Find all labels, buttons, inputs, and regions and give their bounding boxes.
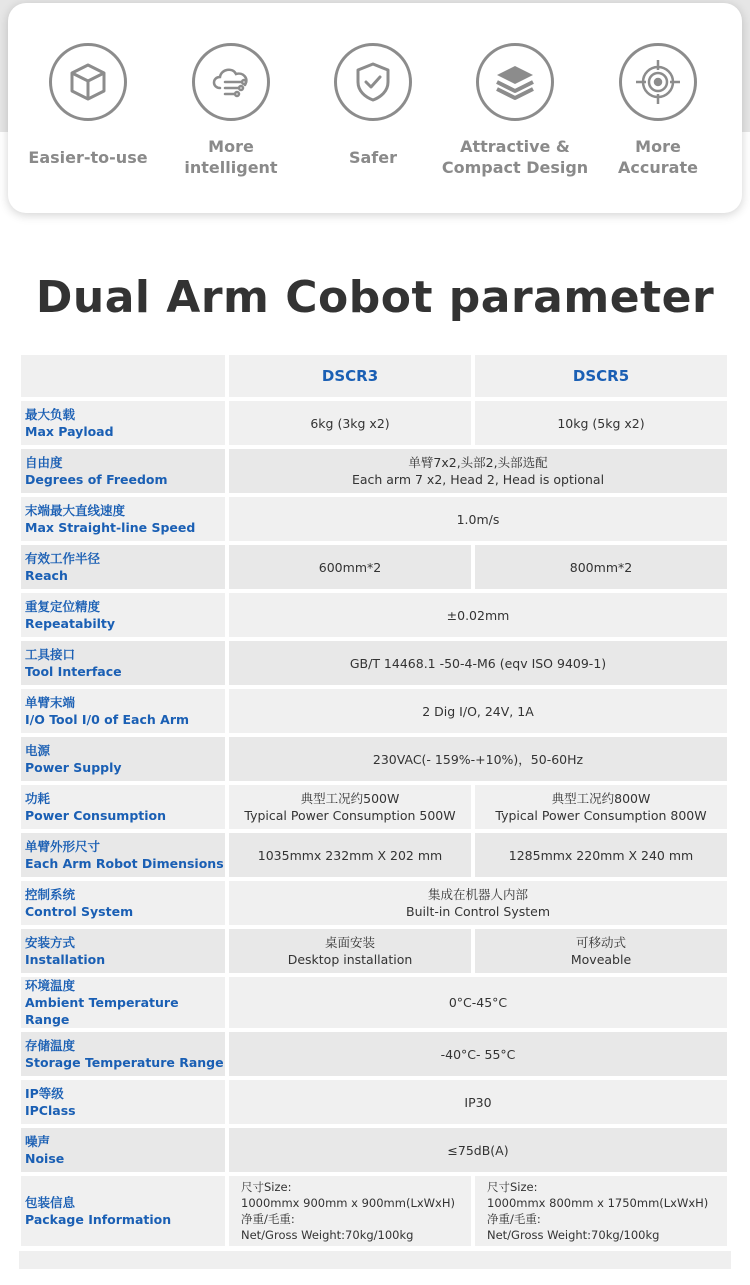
label-en: Degrees of Freedom bbox=[25, 472, 168, 487]
target-icon bbox=[619, 43, 697, 121]
row-label bbox=[21, 545, 225, 589]
label-zh: 自由度 bbox=[25, 455, 63, 470]
label-zh: 电源 bbox=[25, 743, 51, 758]
row-label bbox=[21, 689, 225, 733]
label-en: Repeatabilty bbox=[25, 616, 116, 631]
value-both: ≤75dB(A) bbox=[229, 1128, 727, 1172]
model-header-dscr3: DSCR3 bbox=[229, 355, 471, 397]
label-en: I/O Tool I/0 of Each Arm bbox=[25, 712, 190, 727]
value-dscr5: 1285mmx 220mm X 240 mm bbox=[475, 833, 727, 877]
value-dscr3 bbox=[229, 1176, 471, 1246]
row-label bbox=[21, 977, 225, 1028]
value-zh: 集成在机器人内部 bbox=[427, 887, 528, 902]
value-dscr3 bbox=[229, 929, 471, 973]
package-weight-label: 净重/毛重: bbox=[241, 1212, 295, 1226]
row-label bbox=[21, 497, 225, 541]
cloud-circuit-icon bbox=[192, 43, 270, 121]
value-en: Each arm 7 x2, Head 2, Head is optional bbox=[351, 472, 605, 487]
value-both: IP30 bbox=[229, 1080, 727, 1124]
row-label bbox=[21, 1032, 225, 1076]
value-en: Built-in Control System bbox=[406, 904, 550, 919]
value-both: -40°C- 55°C bbox=[229, 1032, 727, 1076]
label-en: Each Arm Robot Dimensions bbox=[25, 856, 224, 871]
value-dscr5 bbox=[475, 785, 727, 829]
value-dscr5: 800mm*2 bbox=[475, 545, 727, 589]
value-zh: 可移动式 bbox=[575, 935, 626, 950]
row-label bbox=[21, 833, 225, 877]
label-en: Control System bbox=[25, 904, 134, 919]
page-title: Dual Arm Cobot parameter bbox=[35, 272, 715, 323]
row-label bbox=[21, 785, 225, 829]
label-zh: 最大负载 bbox=[25, 407, 76, 422]
value-both: 2 Dig I/O, 24V, 1A bbox=[229, 689, 727, 733]
row-label bbox=[21, 881, 225, 925]
label-zh: 环境温度 bbox=[25, 978, 76, 993]
parameter-table bbox=[17, 351, 731, 1250]
package-size-value: 1000mmx 900mm x 900mm(LxWxH) bbox=[241, 1196, 455, 1210]
label-zh: 有效工作半径 bbox=[25, 551, 101, 566]
header-empty-cell bbox=[21, 355, 225, 397]
package-size-label: 尺寸Size: bbox=[487, 1180, 538, 1194]
value-dscr5 bbox=[475, 1176, 727, 1246]
feature-more-accurate bbox=[583, 43, 733, 179]
value-en: Desktop installation bbox=[287, 952, 413, 967]
label-en: Package Information bbox=[25, 1212, 172, 1227]
label-zh: 包装信息 bbox=[25, 1195, 76, 1210]
value-dscr3: 1035mmx 232mm X 202 mm bbox=[229, 833, 471, 877]
label-zh: 单臂外形尺寸 bbox=[25, 839, 101, 854]
value-zh: 典型工况约800W bbox=[551, 791, 651, 806]
package-weight-value: Net/Gross Weight:70kg/100kg bbox=[241, 1228, 414, 1242]
value-en: Typical Power Consumption 800W bbox=[495, 808, 707, 823]
bottom-bar bbox=[19, 1251, 731, 1269]
label-zh: 安装方式 bbox=[25, 935, 76, 950]
row-label bbox=[21, 929, 225, 973]
feature-label: More Accurate bbox=[618, 137, 698, 177]
package-weight-label: 净重/毛重: bbox=[487, 1212, 541, 1226]
label-en: Max Payload bbox=[25, 424, 114, 439]
feature-label: Safer bbox=[348, 147, 398, 167]
value-both: 1.0m/s bbox=[229, 497, 727, 541]
layers-icon bbox=[476, 43, 554, 121]
label-zh: 工具接口 bbox=[25, 647, 76, 662]
value-en: Typical Power Consumption 500W bbox=[244, 808, 456, 823]
label-zh: 功耗 bbox=[25, 791, 51, 806]
package-weight-value: Net/Gross Weight:70kg/100kg bbox=[487, 1228, 660, 1242]
label-zh: 存储温度 bbox=[25, 1038, 76, 1053]
feature-more-intelligent bbox=[156, 43, 306, 179]
label-zh: 重复定位精度 bbox=[25, 599, 101, 614]
label-zh: IP等级 bbox=[25, 1086, 64, 1101]
label-en: Noise bbox=[25, 1151, 65, 1166]
package-size-label: 尺寸Size: bbox=[241, 1180, 292, 1194]
value-zh: 桌面安装 bbox=[324, 935, 375, 950]
label-zh: 单臂末端 bbox=[25, 695, 76, 710]
label-en: Ambient Temperature Range bbox=[25, 995, 179, 1027]
value-both: ±0.02mm bbox=[229, 593, 727, 637]
cube-icon bbox=[49, 43, 127, 121]
value-both bbox=[229, 449, 727, 493]
label-en: Installation bbox=[25, 952, 106, 967]
row-label bbox=[21, 449, 225, 493]
row-label bbox=[21, 641, 225, 685]
label-en: IPClass bbox=[25, 1103, 76, 1118]
label-en: Power Consumption bbox=[25, 808, 167, 823]
label-en: Reach bbox=[25, 568, 68, 583]
label-zh: 末端最大直线速度 bbox=[25, 503, 126, 518]
model-header-dscr5: DSCR5 bbox=[475, 355, 727, 397]
row-label bbox=[21, 401, 225, 445]
row-label bbox=[21, 1128, 225, 1172]
feature-card bbox=[8, 3, 742, 213]
feature-label: Easier-to-use bbox=[28, 147, 148, 167]
row-label bbox=[21, 1080, 225, 1124]
feature-compact-design bbox=[440, 43, 590, 179]
label-zh: 控制系统 bbox=[25, 887, 76, 902]
feature-label: Attractive & Compact Design bbox=[441, 137, 589, 177]
value-zh: 典型工况约500W bbox=[300, 791, 400, 806]
package-size-value: 1000mmx 800mm x 1750mm(LxWxH) bbox=[487, 1196, 709, 1210]
value-en: Moveable bbox=[570, 952, 632, 967]
shield-check-icon bbox=[334, 43, 412, 121]
value-both: GB/T 14468.1 -50-4-M6 (eqv ISO 9409-1) bbox=[229, 641, 727, 685]
value-both: 230VAC(- 159%-+10%)，50-60Hz bbox=[229, 737, 727, 781]
value-zh: 单臂7x2,头部2,头部选配 bbox=[408, 455, 548, 470]
value-dscr3: 600mm*2 bbox=[229, 545, 471, 589]
value-both: 0°C-45°C bbox=[229, 977, 727, 1028]
value-dscr5: 10kg (5kg x2) bbox=[475, 401, 727, 445]
label-en: Max Straight-line Speed bbox=[25, 520, 196, 535]
label-en: Tool Interface bbox=[25, 664, 122, 679]
value-dscr3 bbox=[229, 785, 471, 829]
label-en: Power Supply bbox=[25, 760, 122, 775]
value-dscr3: 6kg (3kg x2) bbox=[229, 401, 471, 445]
label-zh: 噪声 bbox=[25, 1134, 51, 1149]
feature-label: More intelligent bbox=[184, 137, 278, 177]
feature-safer bbox=[298, 43, 448, 179]
value-both bbox=[229, 881, 727, 925]
feature-easier-to-use bbox=[13, 43, 163, 179]
row-label bbox=[21, 1176, 225, 1246]
label-en: Storage Temperature Range bbox=[25, 1055, 224, 1070]
row-label bbox=[21, 593, 225, 637]
value-dscr5 bbox=[475, 929, 727, 973]
row-label bbox=[21, 737, 225, 781]
